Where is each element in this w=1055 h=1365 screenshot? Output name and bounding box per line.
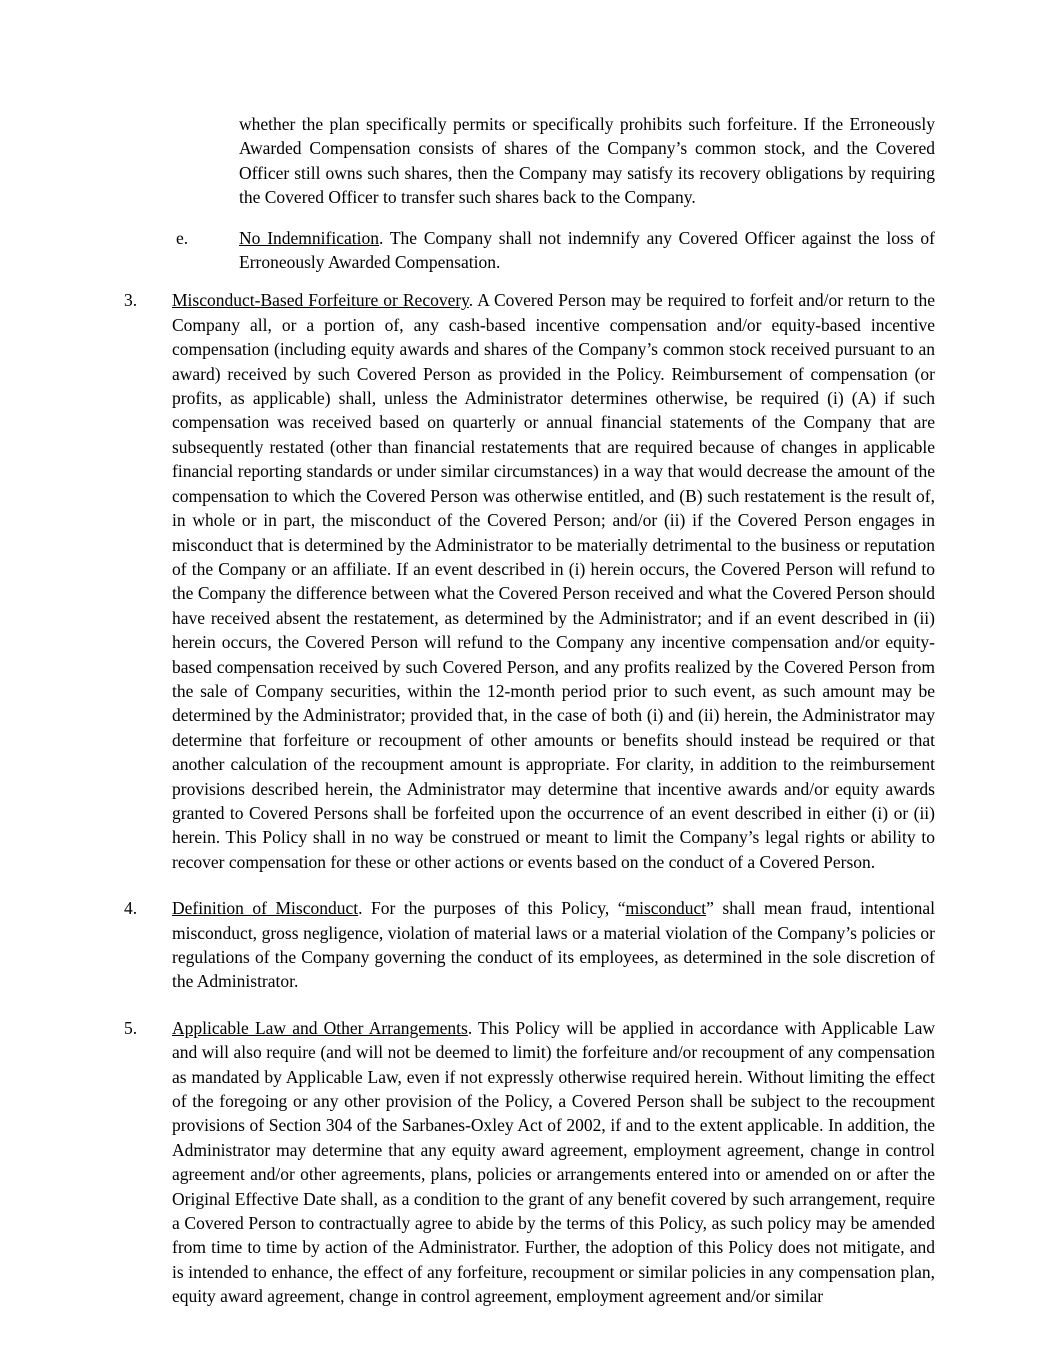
item-4-body-suffix: ” shall mean fraud, intentional misconduct, gross negligence, violation of material laws or a material violation of the Company’s policies or regulations of the Company governing the conduct of its employees, as determined in the sole discretion of the Administrator. bbox=[172, 898, 936, 992]
item-e-marker: e. bbox=[176, 227, 189, 248]
list-item-5 bbox=[124, 1016, 935, 1309]
item-3-body: . A Covered Person may be required to forfeit and/or return to the Company all, or a portion of, any cash-based incentive compensation and/or equity-based incentive compensation (including equity awards and shares of the Company’s common stock received pursuant to an award) received by such Covered Person as provided in the Policy. Reimbursement of compensation (or profits, as applicable) shall, unless the Administrator determines otherwise, be required (i) (A) if such compensation was received based on quarterly or annual financial statements of the Company that are subsequently restated (other than financial restatements that are required because of changes in applicable financial reporting standards or under similar circumstances) in a way that would decrease the amount of the compensation to which the Covered Person was otherwise entitled, and (B) such restatement is the result of, in whole or in part, the misconduct of the Covered Person; and/or (ii) if the Covered Person engages in misconduct that is determined by the Administrator to be materially detrimental to the business or reputation of the Company or an affiliate. If an event described in (i) herein occurs, the Covered Person will refund to the Company the difference between what the Covered Person received and what the Covered Person should have received absent the restatement, as determined by the Administrator; and if an event described in (ii) herein occurs, the Covered Person will refund to the Company any incentive compensation and/or equity-based compensation received by such Covered Person, and any profits realized by the Covered Person from the sale of Company securities, within the 12-month period prior to such event, as such amount may be determined by the Administrator; provided that, in the case of both (i) and (ii) herein, the Administrator may determine that forfeiture or recoupment of other amounts or benefits should instead be required or that another calculation of the recoupment amount is appropriate. For clarity, in addition to the reimbursement provisions described herein, the Administrator may determine that incentive awards and/or equity awards granted to Covered Persons shall be forfeited upon the occurrence of an event described in either (i) or (ii) herein. This Policy shall in no way be construed or meant to limit the Company’s legal rights or ability to recover compensation for these or other actions or events based on the conduct of a Covered Person. bbox=[172, 290, 935, 872]
continuation-paragraph: whether the plan specifically permits or specifically prohibits such forfeiture. If the Erroneously Awarded Compensation consists of shares of the Company’s common stock, and the Covered Officer still owns such shares, then the Company may satisfy its recovery obligations by requiring the Covered Officer to transfer such shares back to the Company. bbox=[239, 114, 935, 208]
item-5-heading: Applicable Law and Other Arrangements bbox=[172, 1017, 468, 1038]
item-3-paragraph bbox=[172, 288, 935, 874]
item-4-heading: Definition of Misconduct bbox=[172, 898, 359, 919]
list-item-e bbox=[176, 226, 935, 275]
item-4-body-prefix: . For the purposes of this Policy, “ bbox=[358, 898, 626, 919]
item-3-heading: Misconduct-Based Forfeiture or Recovery bbox=[172, 290, 469, 311]
item-e-body: . The Company shall not indemnify any Covered Officer against the loss of Erroneously Awarded Compensation. bbox=[239, 227, 935, 273]
item-5-number: 5. bbox=[124, 1017, 138, 1038]
item-5-paragraph bbox=[172, 1016, 935, 1309]
item-5-body: . This Policy will be applied in accordance with Applicable Law and will also require (and will not be deemed to limit) the forfeiture and/or recoupment of any compensation as mandated by Applicable Law, even if not expressly otherwise required herein. Without limiting the effect of the foregoing or any other provision of the Policy, a Covered Person shall be subject to the recoupment provisions of Section 304 of the Sarbanes-Oxley Act of 2002, if and to the extent applicable. In addition, the Administrator may determine that any equity award agreement, employment agreement, change in control agreement and/or other agreements, plans, policies or arrangements entered into or amended on or after the Original Effective Date shall, as a condition to the grant of any benefit covered by such arrangement, require a Covered Person to contractually agree to abide by the terms of this Policy, as such policy may be amended from time to time by action of the Administrator. Further, the adoption of this Policy does not mitigate, and is intended to enhance, the effect of any forfeiture, recoupment or similar policies in any compensation plan, equity award agreement, change in control agreement, employment agreement and/or similar bbox=[172, 1017, 935, 1307]
item-4-paragraph bbox=[172, 896, 935, 994]
item-e-paragraph bbox=[239, 226, 935, 275]
item-4-number: 4. bbox=[124, 898, 138, 919]
list-item-4 bbox=[124, 896, 936, 994]
item-4-underlined-term: misconduct bbox=[625, 898, 707, 919]
item-3-number: 3. bbox=[124, 290, 138, 311]
list-item-3 bbox=[124, 288, 935, 874]
item-e-heading: No Indemnification bbox=[239, 227, 379, 248]
